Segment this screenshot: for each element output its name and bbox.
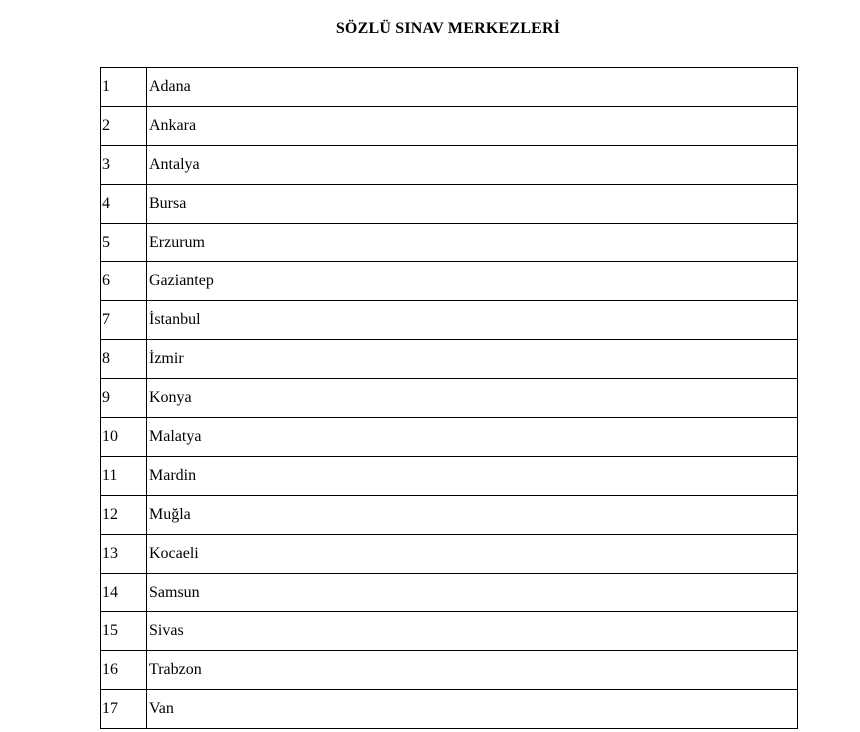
- table-row: [101, 145, 798, 184]
- table-row: [101, 68, 798, 107]
- city-name: Trabzon: [147, 651, 798, 690]
- row-number: 17: [101, 690, 147, 729]
- city-name: Sivas: [147, 612, 798, 651]
- row-number: 10: [101, 418, 147, 457]
- page-title: SÖZLÜ SINAV MERKEZLERİ: [335, 20, 561, 37]
- row-number: 4: [101, 184, 147, 223]
- city-name: Mardin: [147, 456, 798, 495]
- row-number: 14: [101, 573, 147, 612]
- row-number: 7: [101, 301, 147, 340]
- city-name: Muğla: [147, 495, 798, 534]
- row-number: 12: [101, 495, 147, 534]
- row-number: 9: [101, 379, 147, 418]
- city-name: Konya: [147, 379, 798, 418]
- table-row: [101, 379, 798, 418]
- city-name: İstanbul: [147, 301, 798, 340]
- row-number: 8: [101, 340, 147, 379]
- exam-centers-table: [100, 67, 798, 729]
- table-row: [101, 534, 798, 573]
- city-name: Kocaeli: [147, 534, 798, 573]
- table-row: [101, 223, 798, 262]
- row-number: 3: [101, 145, 147, 184]
- table-row: [101, 651, 798, 690]
- table-body: [101, 68, 798, 729]
- row-number: 16: [101, 651, 147, 690]
- city-name: Antalya: [147, 145, 798, 184]
- row-number: 5: [101, 223, 147, 262]
- city-name: Malatya: [147, 418, 798, 457]
- table-row: [101, 495, 798, 534]
- city-name: Van: [147, 690, 798, 729]
- city-name: Erzurum: [147, 223, 798, 262]
- table-row: [101, 690, 798, 729]
- table-row: [101, 573, 798, 612]
- table-row: [101, 301, 798, 340]
- city-name: Bursa: [147, 184, 798, 223]
- row-number: 15: [101, 612, 147, 651]
- table-row: [101, 612, 798, 651]
- table-row: [101, 418, 798, 457]
- table-row: [101, 184, 798, 223]
- table-row: [101, 456, 798, 495]
- city-name: Adana: [147, 68, 798, 107]
- row-number: 13: [101, 534, 147, 573]
- table-row: [101, 106, 798, 145]
- city-name: Samsun: [147, 573, 798, 612]
- city-name: İzmir: [147, 340, 798, 379]
- row-number: 11: [101, 456, 147, 495]
- city-name: Gaziantep: [147, 262, 798, 301]
- table-row: [101, 262, 798, 301]
- city-name: Ankara: [147, 106, 798, 145]
- row-number: 1: [101, 68, 147, 107]
- table-row: [101, 340, 798, 379]
- row-number: 2: [101, 106, 147, 145]
- row-number: 6: [101, 262, 147, 301]
